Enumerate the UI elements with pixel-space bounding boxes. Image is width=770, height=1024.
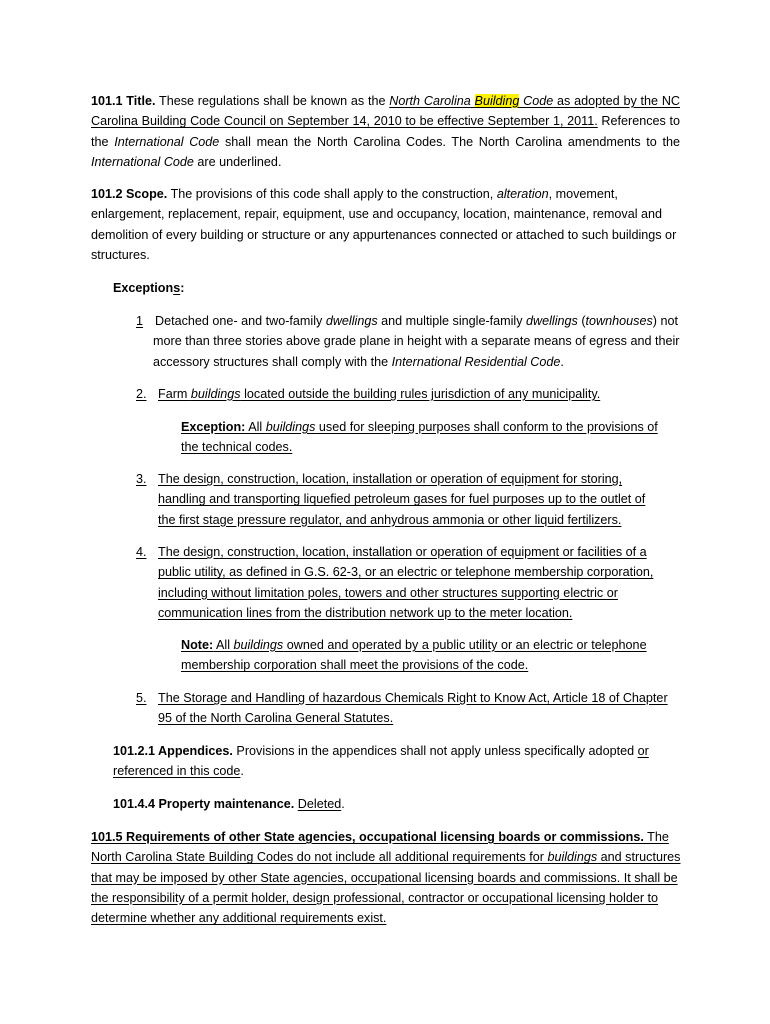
section-101-5: 101.5 Requirements of other State agencies, occupational licensing boards or commissions. The North Carolina State Building Codes do not include all additional requirements for buildings and structures that may be imposed by other State agencies, occupational licensing boards and commissions. It shall be the responsibility of a permit holder, design professional, contractor or occupational licensing holder to determine whether any additional requirements exist. (91, 830, 681, 926)
section-heading: 101.2 Scope. (91, 187, 168, 201)
section-heading: 101.4.4 Property maintenance. (113, 797, 295, 811)
section-heading: 101.5 Requirements of other State agencies, occupational licensing boards or commissions. (91, 830, 644, 844)
section-101-1: 101.1 Title. These regulations shall be known as the North Carolina Building Code as adopted by the NC Carolina Building Code Council on September 14, 2010 to be effective September 1, 2011. References to the International Code shall mean the North Carolina Codes. The North Carolina amendments to the International Code are underlined. (91, 94, 681, 169)
exception-number: 3. (136, 472, 147, 486)
exception-4-note: Note: All buildings owned and operated by a public utility or an electric or telephone membership corporation shall meet the provisions of the code. (181, 638, 647, 673)
exception-number: 4. (136, 545, 147, 559)
exception-2-sub-exception: Exception: All buildings used for sleeping purposes shall conform to the provisions of the technical codes. (181, 420, 658, 455)
exception-item-2: 2. Farm buildings located outside the building rules jurisdiction of any municipality. (136, 384, 684, 404)
exception-item-3: 3. The design, construction, location, installation or operation of equipment for storing, handling and transporting liquefied petroleum gases for fuel purposes up to the outlet of the first stage pressure regulator, and anhydrous ammonia or other liquid fertilizers. (136, 469, 664, 530)
section-101-2: 101.2 Scope. The provisions of this code shall apply to the construction, alteration, movement, enlargement, replacement, repair, equipment, use and occupancy, location, maintenance, removal and demolition of every building or structure or any appurtenances connected or attached to such buildings or structures. (91, 187, 677, 262)
exception-item-5: 5. The Storage and Handling of hazardous Chemicals Right to Know Act, Article 18 of Chapter 95 of the North Carolina General Statutes. (136, 688, 672, 729)
exceptions-heading: Exceptions: (113, 281, 185, 295)
exception-number: 5. (136, 691, 147, 705)
exception-number: 1 (136, 314, 144, 328)
exception-item-1: 1 Detached one- and two-family dwellings and multiple single-family dwellings (townhouses) not more than three stories above grade plane in height with a separate means of egress and their accessory structures shall comply with the International Residential Code. (136, 314, 680, 369)
section-heading: 101.2.1 Appendices. (113, 744, 233, 758)
section-heading: 101.1 Title. (91, 94, 156, 108)
exception-number: 2. (136, 387, 147, 401)
section-101-4-4: 101.4.4 Property maintenance. Deleted. (113, 797, 345, 811)
section-101-2-1: 101.2.1 Appendices. Provisions in the appendices shall not apply unless specifically adopted or referenced in this code. (113, 744, 649, 779)
note-label: Note: (181, 638, 214, 652)
highlighted-word: Building (474, 94, 520, 108)
exception-item-4: 4. The design, construction, location, installation or operation of equipment or facilities of a public utility, as defined in G.S. 62-3, or an electric or telephone membership corporation, including without limitation poles, towers and other structures supporting electric or communication lines from the distribution network up to the meter location. (136, 542, 667, 623)
sub-exception-label: Exception: (181, 420, 246, 434)
